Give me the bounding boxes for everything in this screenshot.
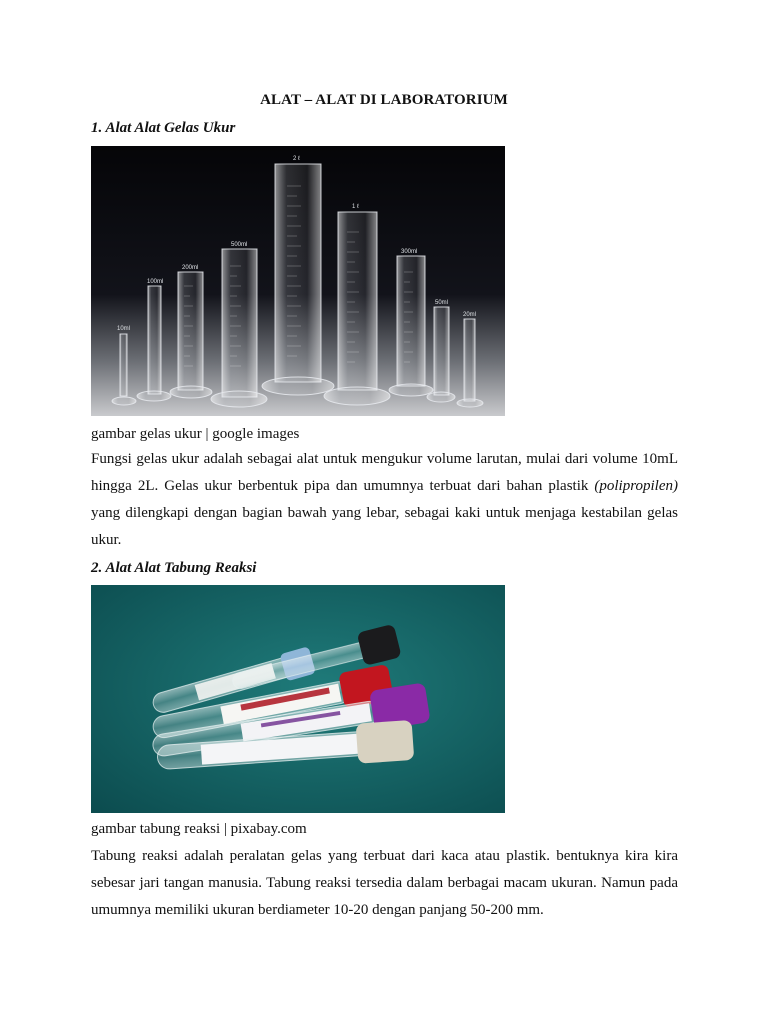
label-200ml: 200ml [182, 265, 199, 271]
section-heading-tabung-reaksi: 2. Alat Alat Tabung Reaksi [91, 560, 257, 576]
document-title: ALAT – ALAT DI LABORATORIUM [260, 92, 508, 108]
label-10ml: 10ml [117, 326, 131, 332]
label-300ml: 300ml [401, 249, 418, 255]
label-2l: 2 ℓ [293, 156, 300, 162]
paragraph-gelas-ukur: Fungsi gelas ukur adalah sebagai alat untuk mengukur volume larutan, mulai dari volume 10mL hingga 2L. Gelas ukur berbentuk pipa dan umumnya terbuat dari bahan plastik (polipropilen) yang dilengkapi dengan bagian bawah yang lebar, sebagai kaki untuk menjaga kestabilan gelas ukur. [91, 451, 678, 548]
paragraph-tabung-reaksi: Tabung reaksi adalah peralatan gelas yang terbuat dari kaca atau plastik. bentuknya kira kira sebesar jari tangan manusia. Tabung reaksi tersedia dalam berbagai macam ukuran. Namun pada umumnya memiliki ukuran berdiameter 10-20 dengan panjang 50-200 mm. [91, 848, 678, 918]
figure-caption-tabung-reaksi: gambar tabung reaksi | pixabay.com [91, 821, 307, 837]
figure-caption-gelas-ukur: gambar gelas ukur | google images [91, 426, 300, 442]
label-500ml: 500ml [231, 242, 248, 248]
graduated-cylinders-image [91, 146, 505, 416]
italic-term-polipropilen: (polipropilen) [594, 478, 678, 494]
label-20ml: 20ml [463, 312, 477, 318]
label-1l: 1 ℓ [352, 204, 359, 210]
label-50ml: 50ml [435, 300, 449, 306]
label-100ml: 100ml [147, 279, 164, 285]
test-tubes-image [91, 585, 505, 813]
section-heading-gelas-ukur: 1. Alat Alat Gelas Ukur [91, 120, 236, 136]
